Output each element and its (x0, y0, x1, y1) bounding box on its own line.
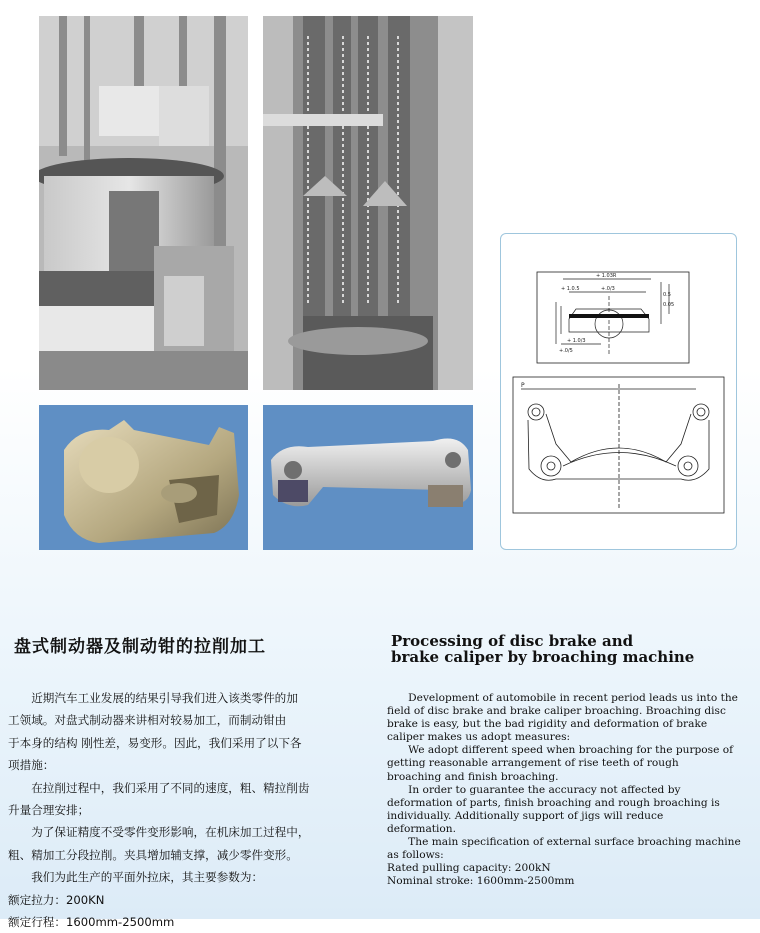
chinese-text-line: 我们为此生产的平面外拉床，其主要参数为： (8, 870, 264, 885)
dim-label: P (521, 382, 525, 389)
english-text-line: Nominal stroke: 1600mm-2500mm (387, 875, 575, 888)
english-text-line: brake is easy, but the bad rigidity and deformation of brake (387, 718, 708, 731)
english-text-line: field of disc brake and brake caliper broaching. Broaching disc (387, 705, 726, 718)
brake-bracket-illustration (263, 405, 473, 550)
broach-tools-illustration (263, 16, 473, 390)
brake-caliper-illustration (39, 405, 248, 550)
machine-overview-illustration (39, 16, 248, 390)
caliper-technical-drawing (501, 234, 736, 549)
english-text-line: as follows: (387, 849, 444, 862)
dim-label: +.0/3 (601, 286, 615, 292)
english-text-line: We adopt different speed when broaching for the purpose of (387, 744, 734, 757)
chinese-text-line: 于本身的结构 刚性差，易变形。因此，我们采用了以下各 (8, 735, 302, 750)
english-text-line: deformation of parts, finish broaching and rough broaching is (387, 796, 720, 809)
photo-broach-tools (263, 16, 473, 390)
english-heading (391, 633, 694, 665)
photo-brake-bracket (263, 405, 473, 550)
dim-label: + 1.0.5 (561, 286, 580, 292)
chinese-text-line: 额定行程：1600mm-2500mm (8, 915, 175, 930)
english-text-line: Rated pulling capacity: 200kN (387, 862, 551, 875)
english-heading-line: brake caliper by broaching machine (391, 648, 695, 666)
english-text-line: The main specification of external surface broaching machine (387, 836, 741, 849)
english-text-line: deformation. (387, 822, 456, 835)
english-text-line: getting reasonable arrangement of rise teeth of rough (387, 757, 679, 770)
photo-brake-caliper (39, 405, 248, 550)
english-heading-line: Processing of disc brake and (391, 632, 634, 650)
dim-label: + 1.0/3 (567, 338, 586, 344)
technical-drawing-panel (500, 233, 737, 550)
chinese-text-line: 额定拉力：200KN (8, 892, 105, 907)
dim-label: 0.5 (663, 292, 671, 298)
chinese-text-line: 升量合理安排； (8, 803, 90, 818)
photo-machine-overview (39, 16, 248, 390)
chinese-heading: 盘式制动器及制动钳的拉削加工 (14, 637, 266, 657)
english-text-line: Development of automobile in recent period leads us into the (387, 692, 738, 704)
chinese-text-line: 在拉削过程中，我们采用了不同的速度，粗、精拉削齿 (8, 780, 310, 795)
chinese-text-line: 粗、精加工分段拉削。夹具增加辅支撑，减少零件变形。 (8, 847, 298, 862)
dim-label: + 1.03R (596, 273, 617, 279)
chinese-text-line: 项措施： (8, 758, 55, 773)
chinese-body-text (8, 687, 363, 933)
english-body-text (387, 692, 757, 888)
chinese-text-line: 工领域。对盘式制动器来讲相对较易加工，而制动钳由 (8, 713, 287, 728)
english-text-line: broaching and finish broaching. (387, 770, 559, 783)
english-text-line: In order to guarantee the accuracy not affected by (387, 783, 681, 796)
dim-label: +.0/5 (559, 348, 573, 354)
chinese-text-line: 近期汽车工业发展的结果引导我们进入该类零件的加 (8, 691, 298, 705)
english-text-line: individually. Additionally support of jigs will reduce (387, 809, 664, 822)
dim-label: 0.05 (663, 302, 675, 308)
english-text-line: caliper makes us adopt measures: (387, 731, 571, 744)
chinese-text-line: 为了保证精度不受零件变形影响，在机床加工过程中， (8, 825, 310, 840)
